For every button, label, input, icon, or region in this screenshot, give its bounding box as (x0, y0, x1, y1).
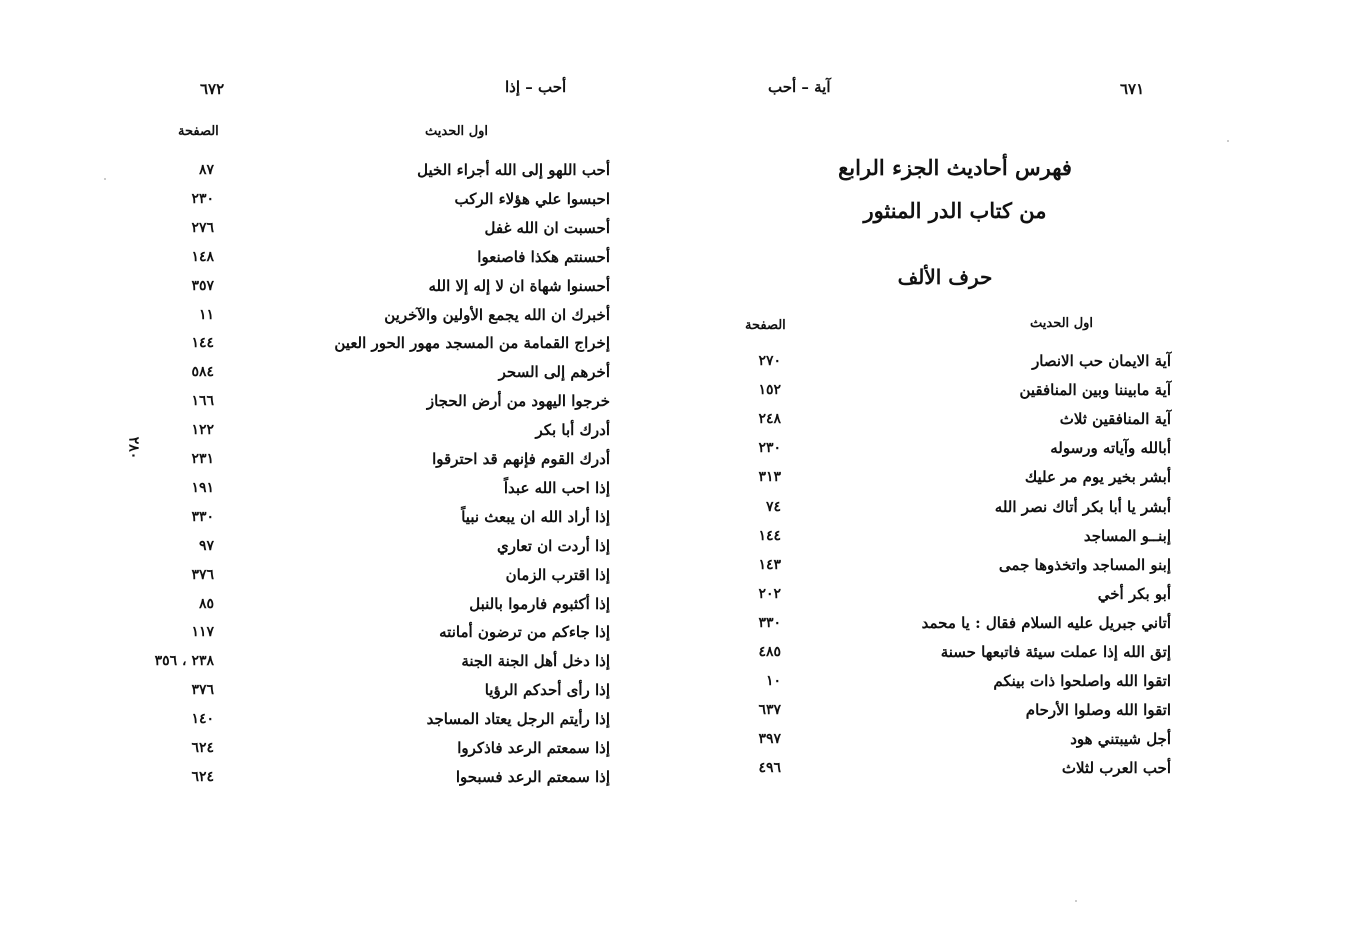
page-ref: ١٤٣ (758, 556, 781, 573)
hadith-opening: آية المنافقين ثلاث (1059, 410, 1171, 429)
page-ref: ٢٣٨ ، ٣٥٦ (154, 653, 214, 670)
index-subtitle: من كتاب الدر المنثور (863, 198, 1047, 223)
hadith-opening: أبالله وآياته ورسوله (1050, 439, 1171, 458)
hadith-opening: آية مابيننا وبين المنافقين (1019, 381, 1171, 400)
index-row (180, 479, 610, 507)
hadith-opening: إبنــو المساجد (1083, 526, 1171, 545)
hadith-opening: إتق الله إذا عملت سيئة فاتبعها حسنة (940, 643, 1171, 661)
page-ref: ٣٩٧ (758, 731, 781, 748)
hadith-opening: أحسنوا شهاة ان لا إله إلا الله (428, 276, 610, 295)
paper-speck (1227, 140, 1229, 142)
hadith-opening: إذا رأيتم الرجل يعتاد المساجد (426, 710, 610, 729)
hadith-opening: إذا رأى أحدكم الرؤيا (484, 681, 610, 700)
hadith-opening: خرجوا اليهود من أرض الحجاز (426, 392, 610, 411)
page-ref: ٣١٣ (758, 469, 781, 486)
index-row (180, 421, 610, 449)
page-ref: ١٥٢ (758, 382, 781, 399)
hadith-opening: إذا سمعتم الرعد فسبحوا (455, 767, 610, 786)
index-row (745, 352, 1171, 380)
index-row (180, 508, 610, 536)
hadith-opening: أدرك القوم فإنهم قد احترقوا (432, 450, 610, 468)
page-ref: ١٢٢ (191, 422, 214, 439)
page-ref: ٢٠٢ (758, 585, 781, 602)
hadith-opening: إذا سمعتم الرعد فاذكروا (457, 739, 610, 757)
hadith-opening: أبشر يا أبا بكر أتاك نصر الله (994, 497, 1171, 516)
index-row (745, 672, 1171, 700)
right-page-number: ٦٧١ (1120, 80, 1145, 98)
hadith-opening: اتقوا الله وصلوا الأرحام (1025, 701, 1171, 720)
hadith-opening: إذا أردت ان تعاري (496, 536, 610, 555)
section-title: حرف الألف (897, 265, 993, 289)
hadith-opening: أدرك أبا بكر (535, 421, 610, 440)
index-row (745, 498, 1171, 526)
index-row (180, 768, 610, 796)
index-row (180, 566, 610, 594)
index-row (180, 623, 610, 651)
hadith-opening: أحسبت ان الله غفل (484, 218, 610, 237)
left-col-head-page: الصفحة (178, 124, 219, 139)
hadith-opening: أحب اللهو إلى الله أجراء الخيل (417, 161, 610, 179)
index-row (745, 614, 1171, 642)
index-row (745, 556, 1171, 584)
left-running-head: أحب – إذا (505, 78, 567, 96)
index-row (180, 595, 610, 623)
page-ref: ٢٣٠ (191, 190, 214, 207)
hadith-opening: آية الايمان حب الانصار (1032, 352, 1171, 370)
index-row (180, 190, 610, 218)
hadith-opening: أخبرك ان الله يجمع الأولين والآخرين (384, 305, 610, 324)
hadith-opening: أحب العرب لثلاث (1061, 759, 1171, 778)
index-row (180, 306, 610, 334)
page-ref: ٣٧٦ (191, 566, 214, 583)
hadith-opening: إخراج القمامة من المسجد مهور الحور العين (334, 334, 610, 353)
page-ref: ١٤٨ (191, 248, 214, 265)
page-ref: ٧٤ (765, 498, 781, 515)
index-row (745, 468, 1171, 496)
page-ref: ٢٧٠ (758, 353, 781, 369)
left-page-number: ٦٧٢ (200, 80, 225, 98)
page-ref: ١١ (198, 306, 214, 323)
page-ref: ١٦٦ (191, 393, 214, 410)
page-ref: ٦٣٧ (758, 702, 781, 719)
page-ref: ١٤٠ (191, 711, 214, 728)
page-ref: ٢٣١ (191, 451, 214, 467)
index-row (745, 759, 1171, 787)
left-margin-mark: ٢٨٠ (125, 436, 142, 460)
index-row (180, 248, 610, 276)
page-ref: ٣٣٠ (758, 614, 781, 631)
index-row (745, 439, 1171, 467)
page-ref: ٩٧ (198, 537, 214, 554)
hadith-opening: أخرهم إلى السحر (498, 363, 610, 382)
right-running-head: آية – أحب (768, 78, 831, 96)
page-ref: ١١٧ (191, 624, 214, 641)
index-row (180, 277, 610, 305)
page-ref: ١٠ (765, 673, 781, 690)
index-row (180, 537, 610, 565)
page-ref: ٣٣٠ (191, 508, 214, 525)
hadith-opening: أجل شيبتني هود (1070, 730, 1171, 749)
paper-speck (104, 178, 106, 180)
hadith-opening: اتقوا الله واصلحوا ذات بينكم (993, 672, 1171, 691)
index-row (745, 701, 1171, 729)
page-ref: ٣٧٦ (191, 682, 214, 699)
index-row (154, 652, 610, 680)
index-row (180, 739, 610, 767)
paper-speck (1075, 900, 1077, 902)
index-row (180, 392, 610, 420)
index-row (745, 643, 1171, 671)
page-ref: ٢٣٠ (758, 440, 781, 457)
hadith-opening: أبشر بخير يوم مر عليك (1024, 468, 1171, 487)
index-title: فهرس أحاديث الجزء الرابع (838, 155, 1072, 180)
hadith-opening: أحسنتم هكذا فاصنعوا (477, 247, 610, 266)
page-ref: ٣٥٧ (191, 277, 214, 294)
page-ref: ٦٢٤ (191, 768, 214, 785)
right-col-head-text: اول الحديث (1030, 316, 1094, 331)
index-row (745, 527, 1171, 555)
hadith-opening: أبو بكر أخي (1097, 584, 1171, 603)
hadith-opening: إذا أكثبوم فارموا بالنبل (469, 594, 610, 613)
hadith-opening: إذا دخل أهل الجنة الجنة (461, 652, 610, 671)
page-ref: ٦٢٤ (191, 740, 214, 756)
hadith-opening: أتاني جبريل عليه السلام فقال : يا محمد (921, 613, 1171, 632)
hadith-opening: إبنو المساجد واتخذوها جمى (998, 555, 1171, 574)
page-ref: ١٤٤ (191, 335, 214, 352)
index-row (180, 161, 610, 189)
page-ref: ١٤٤ (758, 527, 781, 544)
index-row (180, 710, 610, 738)
page-ref: ٨٧ (198, 162, 214, 178)
page-ref: ٤٨٥ (758, 644, 781, 660)
page-ref: ٤٩٦ (758, 760, 781, 777)
page-ref: ٨٥ (198, 595, 214, 612)
index-row (745, 730, 1171, 758)
page-ref: ٥٨٤ (191, 364, 214, 381)
index-row (180, 334, 610, 362)
page-ref: ٢٧٦ (191, 219, 214, 236)
index-row (745, 410, 1171, 438)
index-row (180, 681, 610, 709)
hadith-opening: إذا أراد الله ان يبعث نبياً (461, 507, 610, 526)
page-ref: ٢٤٨ (758, 411, 781, 428)
hadith-opening: إذا جاءكم من ترضون أمانته (439, 623, 610, 642)
left-col-head-text: اول الحديث (425, 124, 489, 139)
page-ref: ١٩١ (191, 479, 214, 496)
index-row (745, 381, 1171, 409)
index-row (180, 450, 610, 478)
right-col-head-page: الصفحة (745, 318, 786, 333)
hadith-opening: إذا اقترب الزمان (505, 565, 610, 584)
index-row (180, 363, 610, 391)
hadith-opening: إذا احب الله عبداً (503, 478, 610, 497)
index-row (180, 219, 610, 247)
index-row (745, 585, 1171, 613)
hadith-opening: احبسوا علي هؤلاء الركب (454, 189, 610, 208)
